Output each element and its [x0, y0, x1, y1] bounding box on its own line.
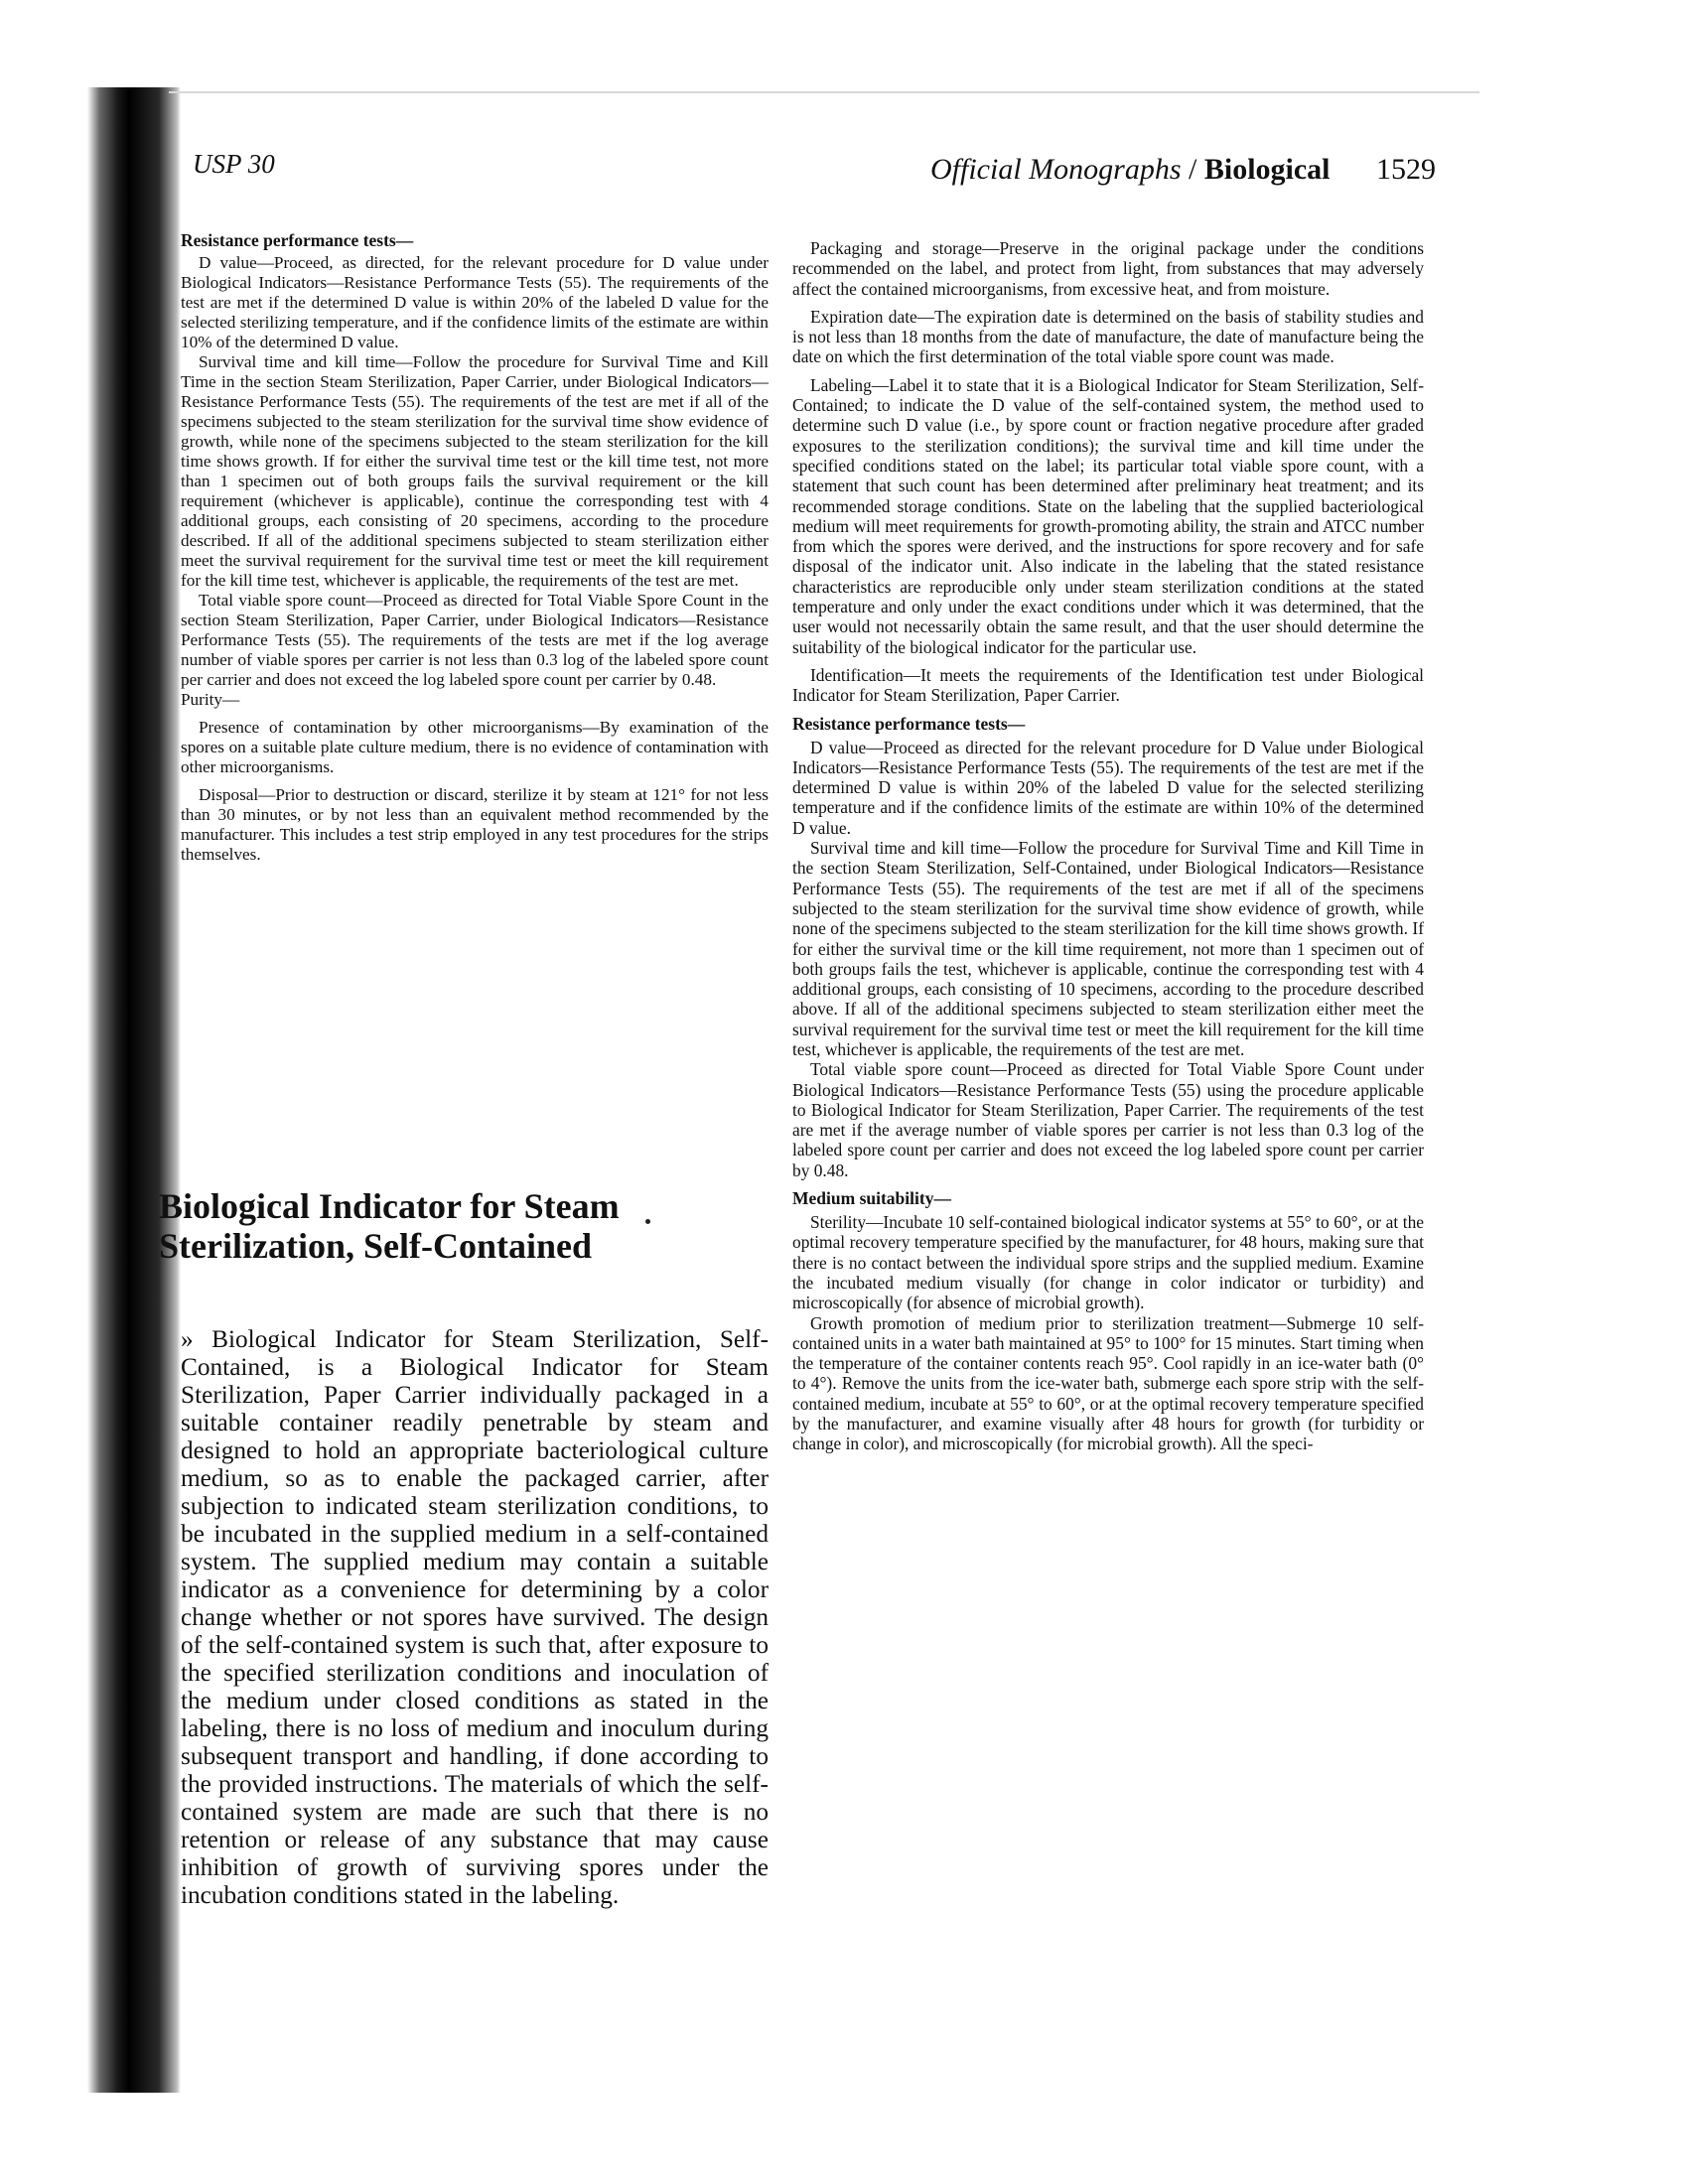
paragraph-labeling: Labeling—Label it to state that it is a Biological Indicator for Steam Sterilization, Self-Contained; to indicate the D value of the self-contained system, the method used to determine such D value (i.e., by spore count or fraction negative procedure after graded exposures to the sterilization conditions); the survival time and kill time under the specified conditions stated on the label; its particular total viable spore count, with a statement that such count has been determined after preliminary heat treatment; and its recommended storage conditions. State on the labeling that the supplied bacteriological medium will meet requirements for growth-promoting ability, the strain and ATCC number from which the spores were derived, and the instructions for spore recovery and for safe disposal of the indicator unit. Also indicate in the labeling that the stated resistance characteristics are reproducible only under steam sterilization conditions at the stated temperature and only under the exact conditions under which it was determined, that the user would not necessarily obtain the same result, and that the user should determine the suitability of the biological indicator for the particular use.	[792, 374, 1424, 657]
running-header	[181, 149, 1436, 189]
paragraph-total-right: Total viable spore count—Proceed as directed for Total Viable Spore Count under Biological Indicators—Resistance Performance Tests (55) using the procedure applicable to Biological Indicator for Steam Sterilization, Paper Carrier. The requirements of the test are met if the average number of viable spores per carrier is not less than 0.3 log of the labeled spore count per carrier and does not exceed the log labeled spore count per carrier by 0.48.	[792, 1059, 1424, 1180]
paragraph-survival-kill: Survival time and kill time—Follow the procedure for Survival Time and Kill Time in the section Steam Sterilization, Paper Carrier, under Biological Indicators—Resistance Performance Tests (55). The requirements of the test are met if all of the specimens subjected to the steam sterilization for the survival time show evidence of growth, while none of the specimens subjected to the steam sterilization for the kill time shows growth. If for either the survival time test or the kill time test, not more than 1 specimen out of both groups fails the survival requirement or the kill requirement (whichever is applicable), continue the corresponding test with 4 additional groups, each consisting of 20 specimens, according to the procedure described. If all of the additional specimens subjected to steam sterilization either meet the survival requirement for the survival time test or meet the kill requirement for the kill time test, whichever is applicable, the requirements of the test are met.	[181, 352, 769, 590]
paragraph-contamination: Presence of contamination by other microorganisms—By examination of the spores on a suitable plate culture medium, there is no evidence of contamination with other microorganisms.	[181, 718, 769, 776]
paragraph-growth-promotion: Growth promotion of medium prior to sterilization treatment—Submerge 10 self-contained units in a water bath maintained at 95° to 100° for 15 minutes. Start timing when the temperature of the container contents reach 95°. Cool rapidly in an ice-water bath (0° to 4°). Remove the units from the ice-water bath, submerge each spore strip with the self-contained medium, incubate at 55° to 60°, or at the optimal recovery temperature specified by the manufacturer, and examine visually after 48 hours for growth (for turbidity or change in color), and microscopically (for microbial growth). All the speci-	[792, 1312, 1424, 1454]
header-title-separator: /	[1181, 153, 1204, 186]
paragraph-survival-right: Survival time and kill time—Follow the procedure for Survival Time and Kill Time in the section Steam Sterilization, Self-Contained, under Biological Indicators—Resistance Performance Tests (55). The requirements of the test are met if all of the specimens subjected to the steam sterilization for the survival time show evidence of growth, while none of the specimens subjected to the steam sterilization for the kill time shows growth. If for either the survival time or the kill time requirement, not more than 1 specimen out of both groups fails the test, whichever is applicable, continue the corresponding test with 4 additional groups, each consisting of 10 specimens, according to the procedure described above. If all of the additional specimens subjected to steam sterilization either meet the survival requirement for the survival time test or meet the kill requirement for the kill time test, whichever is applicable, the requirements of the test are met.	[792, 838, 1424, 1059]
header-title-italic: Official Monographs	[930, 153, 1182, 186]
header-edition: USP 30	[193, 149, 275, 179]
section-heading-resistance: Resistance performance tests—	[181, 230, 414, 250]
title-line-2: Sterilization, Self-Contained	[159, 1226, 592, 1266]
header-title	[930, 153, 1331, 187]
header-title-bold: Biological	[1203, 153, 1331, 186]
section-heading-resistance-right: Resistance performance tests—	[792, 713, 1026, 734]
scan-shadow-edge	[0, 87, 181, 2093]
section-heading-medium: Medium suitability—	[792, 1188, 951, 1209]
monograph-title	[159, 1186, 774, 1266]
left-column-upper	[181, 230, 769, 865]
right-column	[792, 238, 1424, 1454]
paragraph-d-value: D value—Proceed, as directed, for the relevant procedure for D value under Biological Indicators—Resistance Performance Tests (55). The requirements of the test are met if the determined D value is within 20% of the labeled D value for the selected sterilizing temperature, and if the confidence limits of the estimate are within 10% of the determined D value.	[181, 253, 769, 351]
page-top-edge	[169, 91, 1479, 93]
paragraph-packaging: Packaging and storage—Preserve in the original package under the conditions recommended on the label, and protect from light, from substances that may adversely affect the contained microorganisms, from excessive heat, and from moisture.	[792, 238, 1424, 299]
paragraph-identification: Identification—It meets the requirements of the Identification test under Biological Indicator for Steam Sterilization, Paper Carrier.	[792, 664, 1424, 706]
title-line-1: Biological Indicator for Steam	[159, 1186, 620, 1226]
stray-dot	[645, 1219, 650, 1224]
paragraph-expiration: Expiration date—The expiration date is determined on the basis of stability studies and is not less than 18 months from the date of manufacture, the date of manufacture being the date on which the first determination of the total viable spore count was made.	[792, 306, 1424, 367]
page-number: 1529	[1376, 153, 1436, 186]
paragraph-sterility: Sterility—Incubate 10 self-contained biological indicator systems at 55° to 60°, or at the optimal recovery temperature specified by the manufacturer, for 48 hours, making sure that there is no contact between the individual spore strips and the supplied medium. Examine the incubated medium visually (for change in color indicator or turbidity) and microscopically (for absence of microbial growth).	[792, 1212, 1424, 1313]
paragraph-total-viable: Total viable spore count—Proceed as directed for Total Viable Spore Count in the section Steam Sterilization, Paper Carrier, under Biological Indicators—Resistance Performance Tests (55). The requirements of the tests are met if the log average number of viable spores per carrier is not less than 0.3 log of the labeled spore count per carrier and does not exceed the log labeled spore count per carrier by 0.48.	[181, 591, 769, 689]
monograph-definition: » Biological Indicator for Steam Sterilization, Self-Contained, is a Biological Indicator for Steam Sterilization, Paper Carrier individually packaged in a suitable container readily penetrable by steam and designed to hold an appropriate bacteriological culture medium, so as to enable the packaged carrier, after subjection to indicated steam sterilization conditions, to be incubated in the supplied medium in a self-contained system. The supplied medium may contain a suitable indicator as a convenience for determining by a color change whether or not spores have survived. The design of the self-contained system is such that, after exposure to the specified sterilization conditions and inoculation of the medium under closed conditions as stated in the labeling, there is no loss of medium and inoculum during subsequent transport and handling, if done according to the provided instructions. The materials of which the self-contained system are made are such that there is no retention or release of any substance that may cause inhibition of growth of surviving spores under the incubation conditions stated in the labeling.	[181, 1325, 769, 1909]
paragraph-d-value-right: D value—Proceed as directed for the relevant procedure for D Value under Biological Indicators—Resistance Performance Tests (55). The requirements of the test are met if the determined D value is within 20% of the labeled D value for the selected sterilizing temperature and if the confidence limits of the estimate are within 10% of the determined D value.	[792, 737, 1424, 838]
left-column-definition	[181, 1325, 769, 1909]
heading-purity: Purity—	[181, 690, 240, 709]
paragraph-disposal: Disposal—Prior to destruction or discard, sterilize it by steam at 121° for not less than 30 minutes, or by not less than an equivalent method recommended by the manufacturer. This includes a test strip employed in any test procedures for the strips themselves.	[181, 785, 769, 864]
